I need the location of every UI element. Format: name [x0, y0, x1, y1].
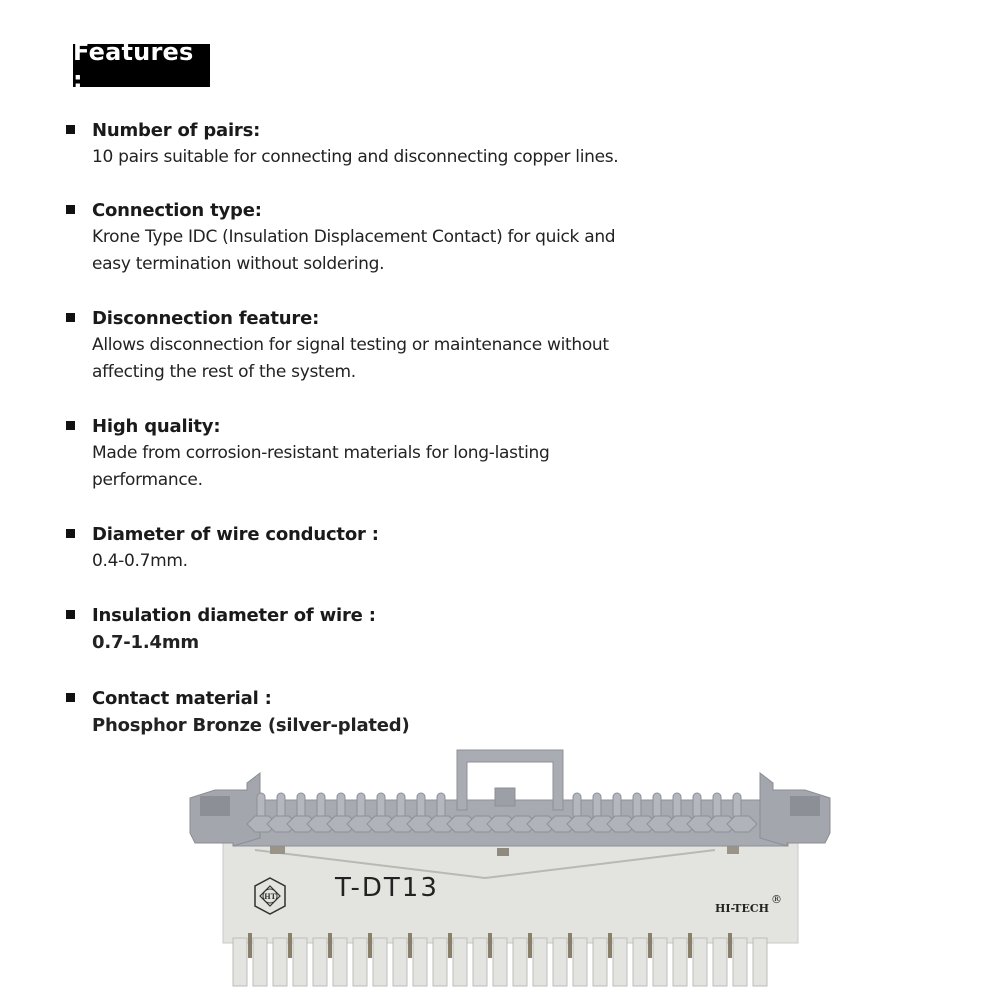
bullet-square-icon: [66, 529, 75, 538]
feature-text: Allows disconnection for signal testing or maintenance without: [92, 335, 609, 355]
features-title: [73, 37, 210, 94]
features-title-text: Features :: [73, 37, 194, 94]
feature-item: [66, 685, 766, 739]
feature-text: affecting the rest of the system.: [92, 362, 356, 382]
feature-heading: Contact material :: [92, 688, 272, 709]
feature-text: 10 pairs suitable for connecting and disconnecting copper lines.: [92, 147, 619, 167]
bullet-square-icon: [66, 125, 75, 134]
feature-text: performance.: [92, 470, 203, 490]
feature-text: easy termination without soldering.: [92, 254, 385, 274]
feature-heading: Number of pairs:: [92, 120, 261, 141]
feature-item: [66, 117, 766, 171]
registered-mark: ®: [771, 893, 782, 906]
feature-text: Made from corrosion-resistant materials for long-lasting: [92, 443, 550, 463]
features-list: [66, 117, 766, 739]
bullet-square-icon: [66, 205, 75, 214]
bullet-square-icon: [66, 610, 75, 619]
svg-text:HT: HT: [264, 892, 276, 901]
feature-text: Krone Type IDC (Insulation Displacement Contact) for quick and: [92, 227, 616, 247]
feature-item: [66, 602, 766, 656]
feature-heading: Disconnection feature:: [92, 308, 320, 329]
bullet-square-icon: [66, 421, 75, 430]
feature-text: 0.7-1.4mm: [92, 632, 199, 653]
product-image-disconnection-module: [185, 748, 835, 993]
feature-heading: Connection type:: [92, 200, 262, 221]
feature-heading: High quality:: [92, 416, 221, 437]
feature-item: [66, 521, 766, 575]
feature-heading: Insulation diameter of wire :: [92, 605, 376, 626]
feature-heading: Diameter of wire conductor :: [92, 524, 379, 545]
feature-item: [66, 305, 766, 386]
feature-text: 0.4-0.7mm.: [92, 551, 188, 571]
feature-text: Phosphor Bronze (silver-plated): [92, 715, 410, 736]
feature-item: [66, 197, 766, 278]
handwritten-label: T-DT13: [335, 873, 439, 903]
bullet-square-icon: [66, 693, 75, 702]
feature-item: [66, 413, 766, 494]
brand-name: HI-TECH: [715, 902, 770, 915]
bullet-square-icon: [66, 313, 75, 322]
